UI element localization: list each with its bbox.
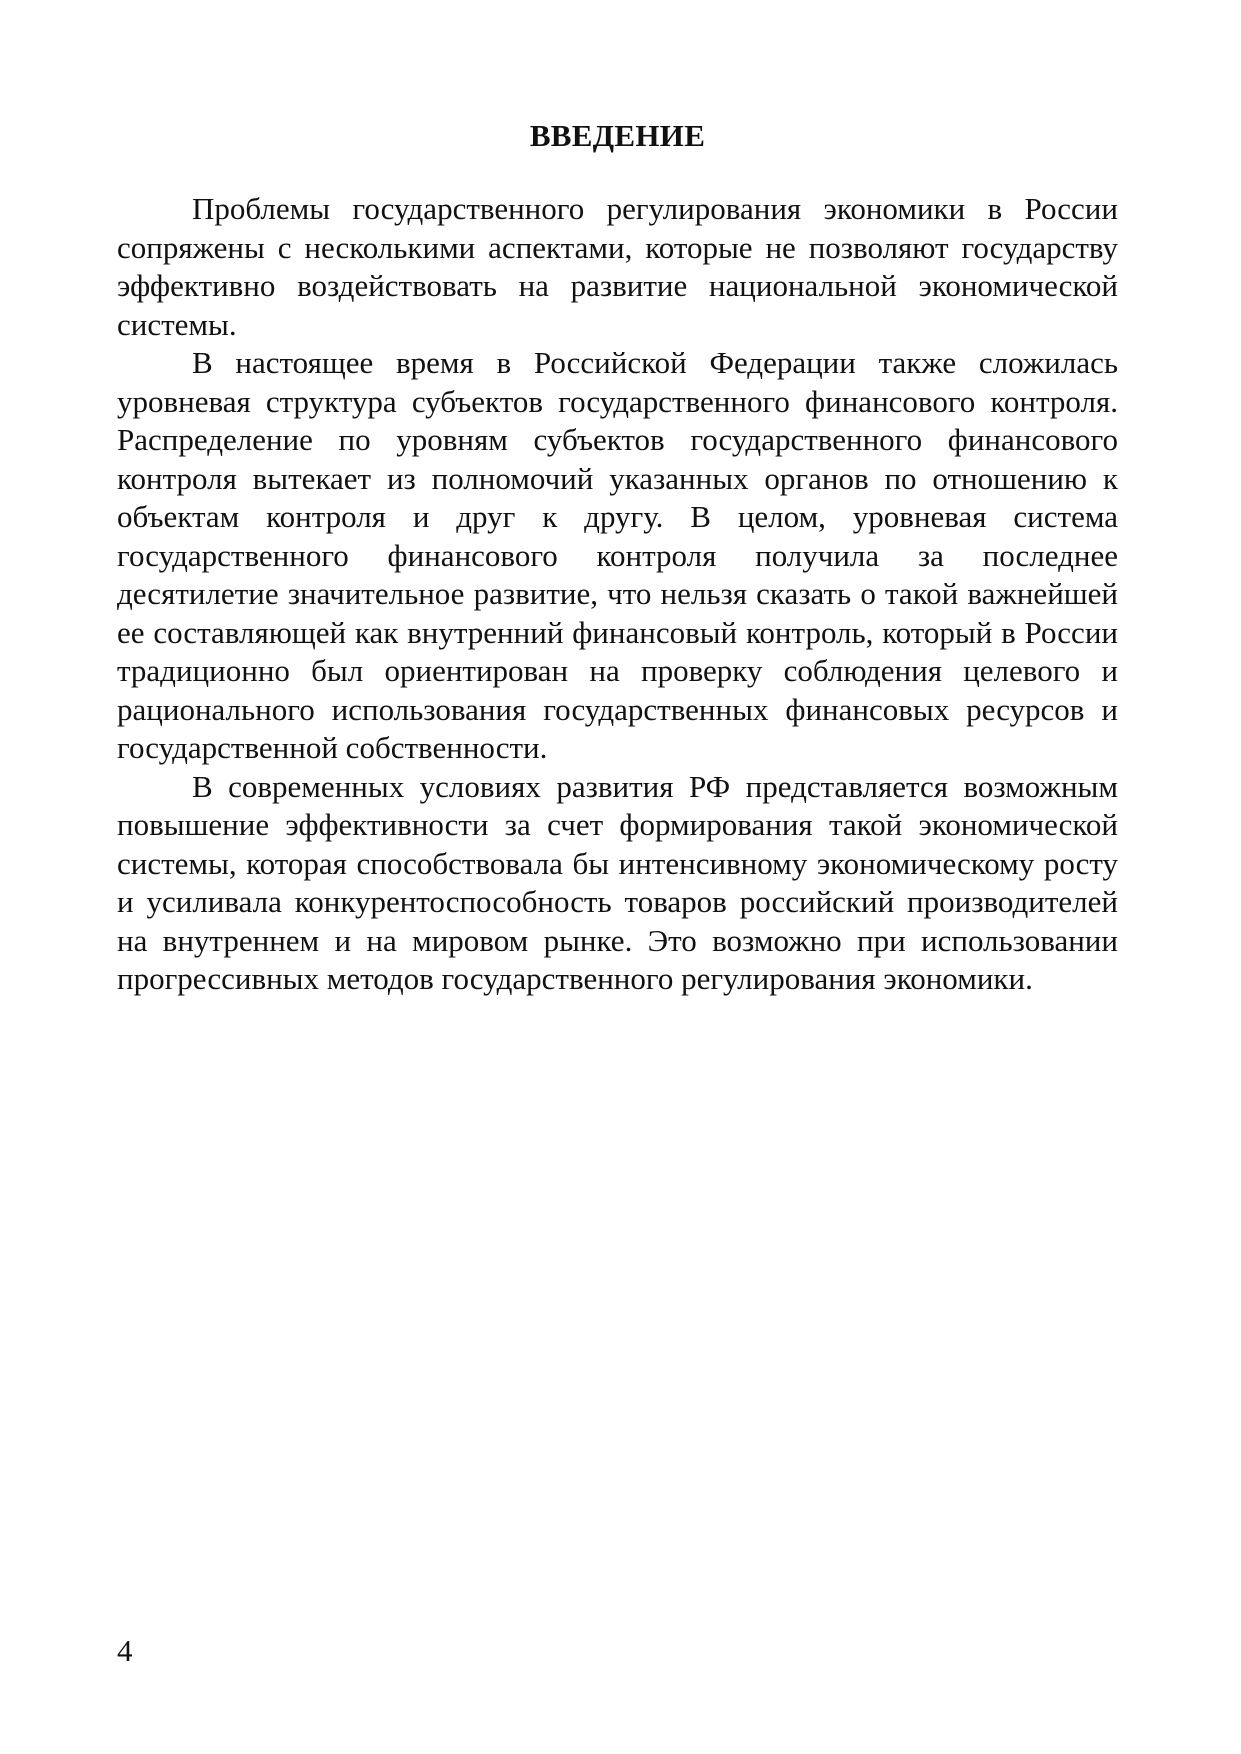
paragraph-3: В современных условиях развития РФ представляется возможным повышение эффективности за счет формирования такой экономической системы, которая способствовала бы интенсивному экономическому росту и усиливала конкурентоспособность товаров российский производителей на внутреннем и на мировом рынке. Это возможно при использовании прогрессивных методов государственного регулирования экономики. — [117, 768, 1118, 996]
section-heading: ВВЕДЕНИЕ — [529, 118, 706, 153]
body-text — [117, 190, 1118, 999]
page-number: 4 — [117, 1633, 133, 1668]
paragraph-2: В настоящее время в Российской Федерации также сложилась уровневая структура субъектов государственного финансового контроля. Распределение по уровням субъектов государственного финансового контроля вытекает из полномочий указанных органов по отношению к объектам контроля и друг к другу. В целом, уровневая система государственного финансового контроля получила за последнее десятилетие значительное развитие, что нельзя сказать о такой важнейшей ее составляющей как внутренний финансовый контроль, который в России традиционно был ориентирован на проверку соблюдения целевого и рационального использования государственных финансовых ресурсов и государственной собственности. — [117, 345, 1118, 765]
paragraph-1: Проблемы государственного регулирования экономики в России сопряжены с несколькими аспектами, которые не позволяют государству эффективно воздействовать на развитие национальной экономической системы. — [117, 191, 1118, 342]
